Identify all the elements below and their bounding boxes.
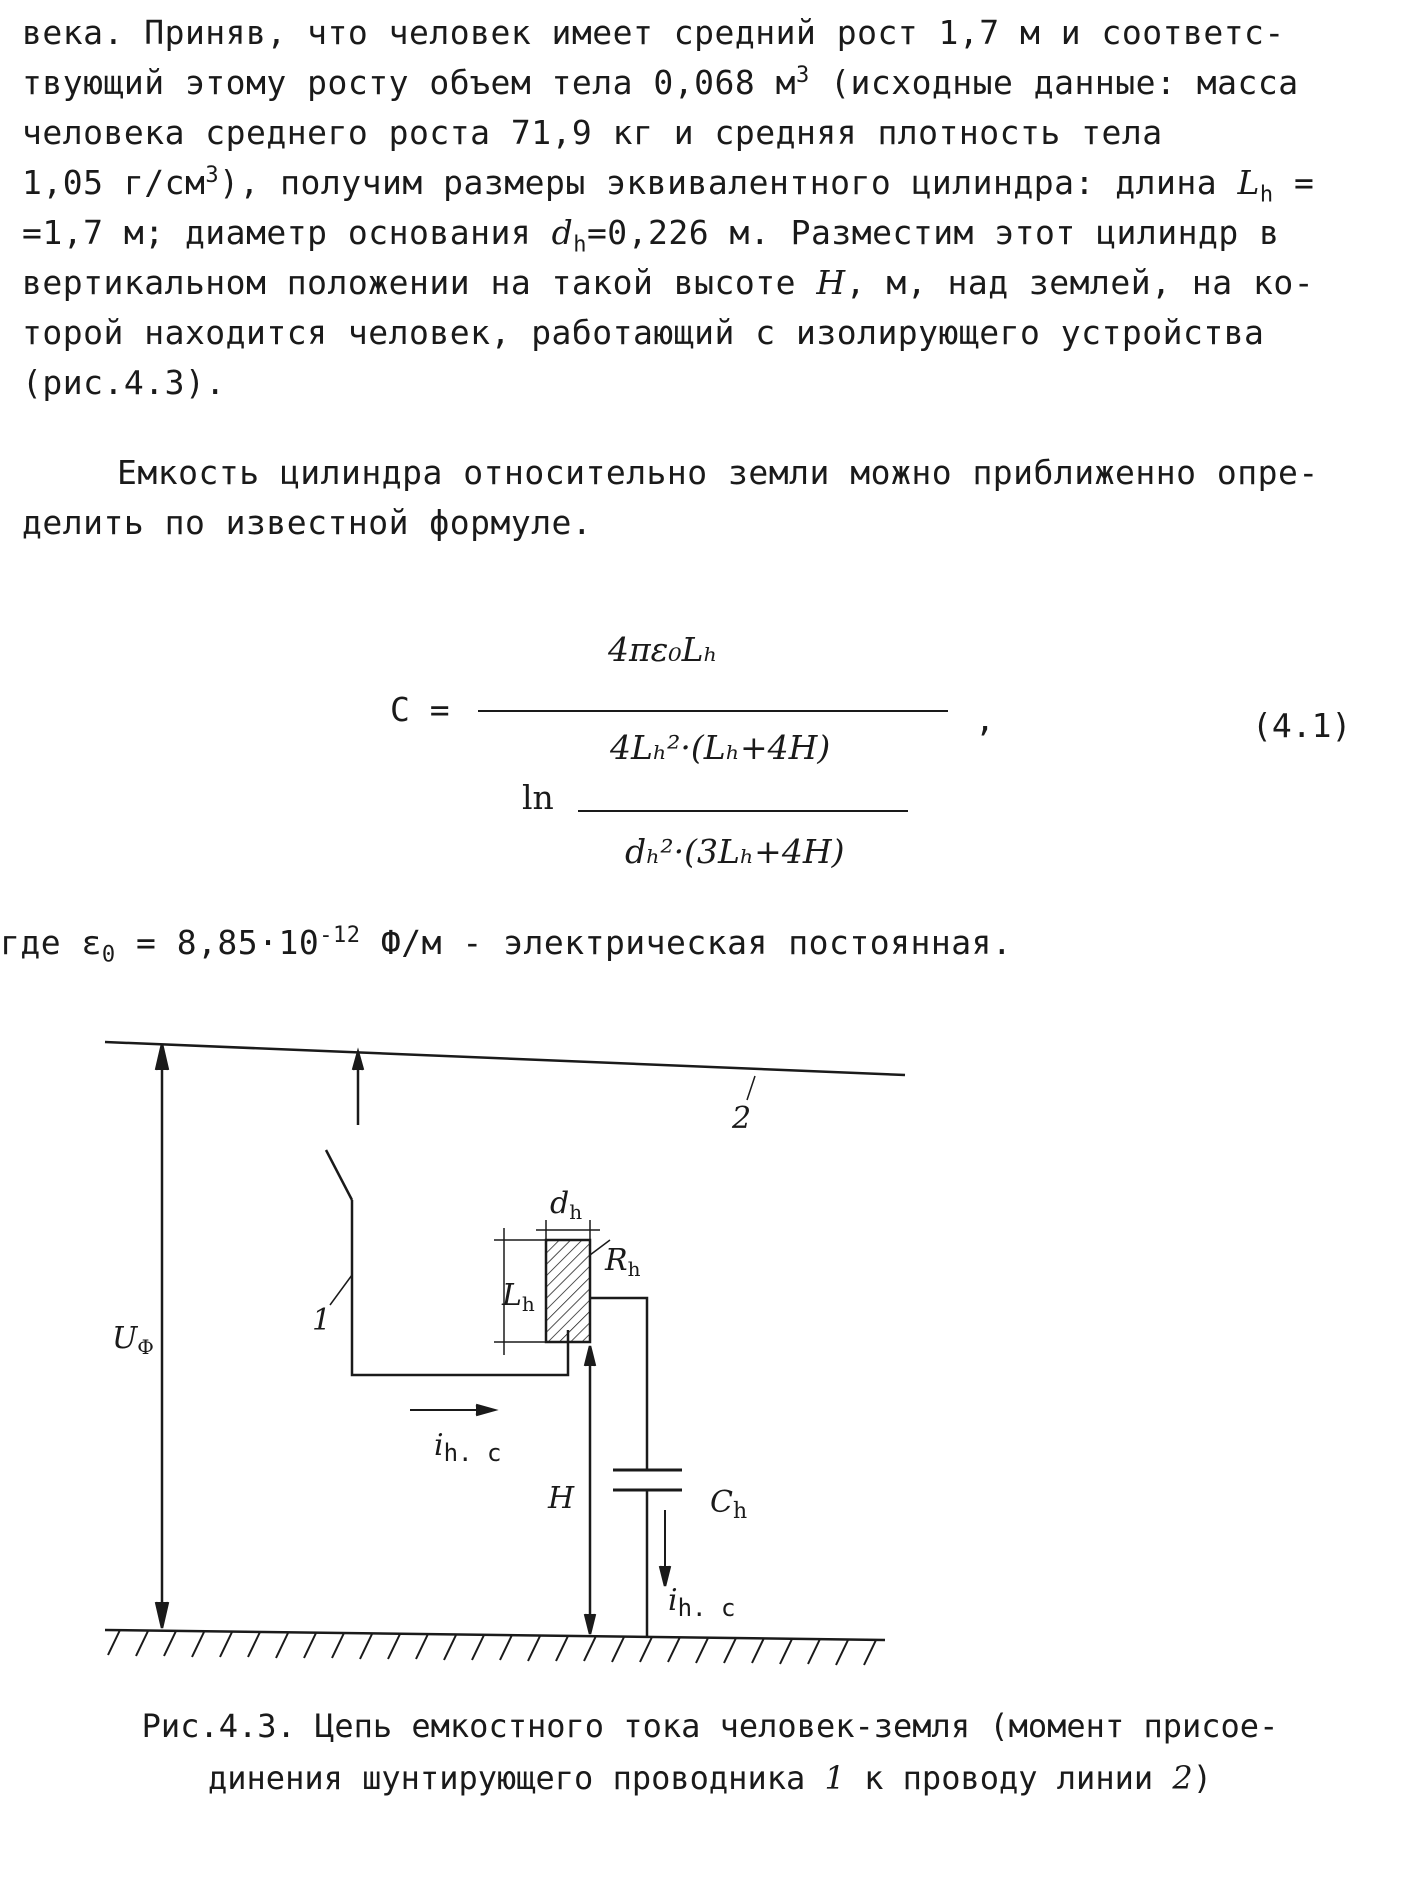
capacitance-wire (590, 1298, 647, 1470)
formula-comma: , (975, 700, 995, 739)
label-2-leader (747, 1076, 755, 1100)
label-1-leader (330, 1275, 352, 1305)
label-1: 1 (312, 1303, 332, 1338)
caption-line: динения шунтирующего проводника 1 к проводу линии 2) (208, 1759, 1212, 1797)
label-current-1: $i_{h. c}$ (434, 1428, 502, 1467)
formula-inner-bar (578, 810, 908, 812)
formula-ln: ln (522, 778, 554, 817)
height-arrow-top-head (585, 1346, 595, 1366)
formula-number: (4.1) (1252, 706, 1352, 745)
label-lh: $L_h$ (502, 1278, 535, 1316)
formula-inner-numerator: 4Lₕ²·(Lₕ+4H) (610, 728, 831, 767)
formula-lhs: C = (390, 690, 450, 729)
paragraph-1 (22, 8, 1392, 408)
line-conductor (105, 1042, 905, 1075)
voltage-arrow-bottom-head (156, 1602, 168, 1628)
formula-numerator: 4πε₀Lₕ (608, 630, 718, 669)
formula-main-bar (478, 710, 948, 712)
shunt-contact-arrowhead (353, 1052, 363, 1070)
circuit-diagram (90, 1030, 910, 1670)
text-line: твующий этому росту объем тела 0,068 $м^3$ (исходные данные: масса (22, 63, 1299, 102)
text-line: вертикальном положении на такой высоте H, м, над землей, на ко- (22, 263, 1315, 302)
shunt-conductor (352, 1200, 568, 1375)
text-line: делить по известной формуле. (22, 503, 593, 542)
text-line: где $\varepsilon_0 = 8,85\cdot 10^{-12}$ Ф/м - электрическая постоянная. (0, 923, 1013, 968)
text-line: =1,7 м; диаметр основания $d_h=0,226$ м. Разместим этот цилиндр в (22, 213, 1280, 258)
label-capacitance: $C_h$ (710, 1485, 748, 1524)
current-arrow-horizontal-head (476, 1405, 494, 1415)
paragraph-2 (22, 448, 1392, 548)
label-height: H (548, 1481, 575, 1516)
text-line: (рис.4.3). (22, 363, 226, 402)
voltage-arrow-top-head (156, 1044, 168, 1070)
height-arrow-bottom-head (585, 1614, 595, 1634)
text-line: 1,05 $г/см^3$), получим размеры эквивалентного цилиндра: длина $L_h$ = (22, 163, 1315, 208)
label-dh: $d_h$ (550, 1186, 583, 1224)
formula-inner-denominator: dₕ²·(3Lₕ+4H) (625, 832, 845, 871)
constant-note (0, 918, 1370, 968)
figure-caption (80, 1700, 1340, 1804)
label-2: 2 (732, 1101, 752, 1136)
ground-line (105, 1630, 885, 1640)
text-line: торой находится человек, работающий с изолирующего устройства (22, 313, 1265, 352)
label-current-2: $i_{h. c}$ (668, 1583, 736, 1622)
body-cylinder (546, 1240, 590, 1342)
formula-4-1 (0, 610, 1411, 900)
label-u-phase: $U_Ф$ (112, 1321, 154, 1359)
label-rh: $R_h$ (605, 1243, 641, 1281)
text-line: века. Приняв, что человек имеет средний рост 1,7 м и соответс- (22, 13, 1285, 52)
text-line: Емкость цилиндра относительно земли можно приближенно опре- (117, 453, 1319, 492)
text-line: человека среднего роста 71,9 кг и средняя плотность тела (22, 113, 1163, 152)
shunt-switch-blade (326, 1150, 352, 1200)
caption-line: Рис.4.3. Цепь емкостного тока человек-земля (момент присое- (141, 1707, 1279, 1745)
